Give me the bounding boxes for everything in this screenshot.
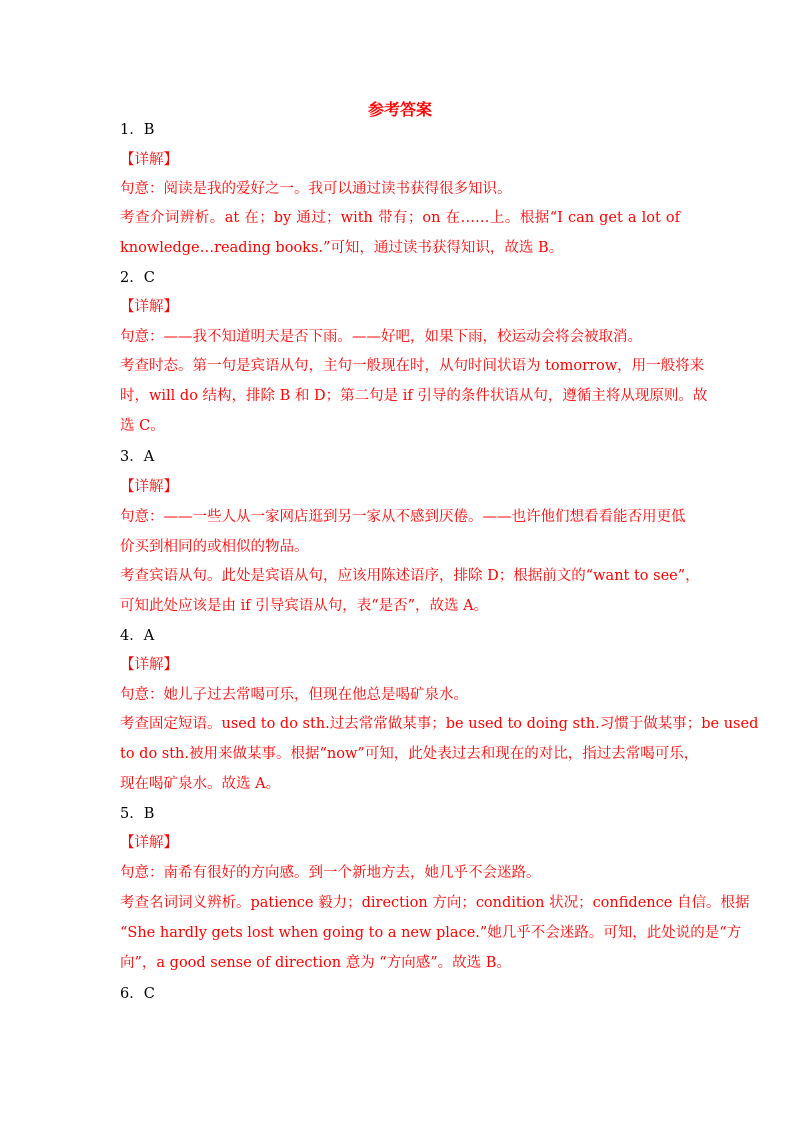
answer-number-4: 4．A bbox=[120, 628, 155, 644]
explanation-heading: 【详解】 bbox=[120, 152, 178, 168]
explanation-line: knowledge…reading books.”可知，通过读书获得知识，故选 B。 bbox=[120, 240, 564, 256]
explanation-line: 现在喝矿泉水。故选 A。 bbox=[120, 776, 281, 792]
explanation-line: 句意：她儿子过去常喝可乐，但现在他总是喝矿泉水。 bbox=[120, 687, 468, 703]
explanation-line: 句意：阅读是我的爱好之一。我可以通过读书获得很多知识。 bbox=[120, 181, 512, 197]
explanation-line: 时，will do 结构，排除 B 和 D；第二句是 if 引导的条件状语从句，遵循主将从现原则。故 bbox=[120, 388, 708, 404]
explanation-heading: 【详解】 bbox=[120, 299, 178, 315]
explanation-line: 考查名词词义辨析。patience 毅力；direction 方向；condition 状况；confidence 自信。根据 bbox=[120, 895, 750, 911]
explanation-line: 选 C。 bbox=[120, 418, 165, 434]
explanation-line: 句意：——一些人从一家网店逛到另一家从不感到厌倦。——也许他们想看看能否用更低 bbox=[120, 509, 686, 525]
answer-number-5: 5．B bbox=[120, 806, 155, 822]
explanation-line: 考查时态。第一句是宾语从句，主句一般现在时，从句时间状语为 tomorrow，用一般将来 bbox=[120, 358, 705, 374]
explanation-heading: 【详解】 bbox=[120, 479, 178, 495]
answer-number-3: 3．A bbox=[120, 449, 155, 465]
explanation-line: to do sth.被用来做某事。根据“now”可知，此处表过去和现在的对比，指过去常喝可乐， bbox=[120, 746, 699, 762]
page-title: 参考答案 bbox=[367, 100, 432, 119]
explanation-line: 向”，a good sense of direction 意为 “方向感”。故选 B。 bbox=[120, 955, 511, 971]
explanation-line: 考查介词辨析。at 在；by 通过；with 带有；on 在……上。根据“I can get a lot of bbox=[120, 210, 680, 226]
explanation-line: 可知此处应该是由 if 引导宾语从句，表“是否”，故选 A。 bbox=[120, 598, 489, 614]
explanation-line: 句意：——我不知道明天是否下雨。——好吧，如果下雨，校运动会将会被取消。 bbox=[120, 329, 642, 345]
explanation-line: 句意：南希有很好的方向感。到一个新地方去，她几乎不会迷路。 bbox=[120, 865, 541, 881]
answer-number-6: 6．C bbox=[120, 986, 155, 1002]
explanation-line: “She hardly gets lost when going to a new place.”她几乎不会迷路。可知，此处说的是“方 bbox=[120, 925, 742, 941]
explanation-line: 考查宾语从句。此处是宾语从句，应该用陈述语序，排除 D；根据前文的“want to see”， bbox=[120, 568, 700, 584]
explanation-heading: 【详解】 bbox=[120, 657, 178, 673]
explanation-heading: 【详解】 bbox=[120, 835, 178, 851]
explanation-line: 考查固定短语。used to do sth.过去常常做某事；be used to doing sth.习惯于做某事；be used bbox=[120, 716, 759, 732]
answer-number-2: 2．C bbox=[120, 270, 155, 286]
explanation-line: 价买到相同的或相似的物品。 bbox=[120, 539, 309, 555]
answer-number-1: 1．B bbox=[120, 122, 155, 138]
